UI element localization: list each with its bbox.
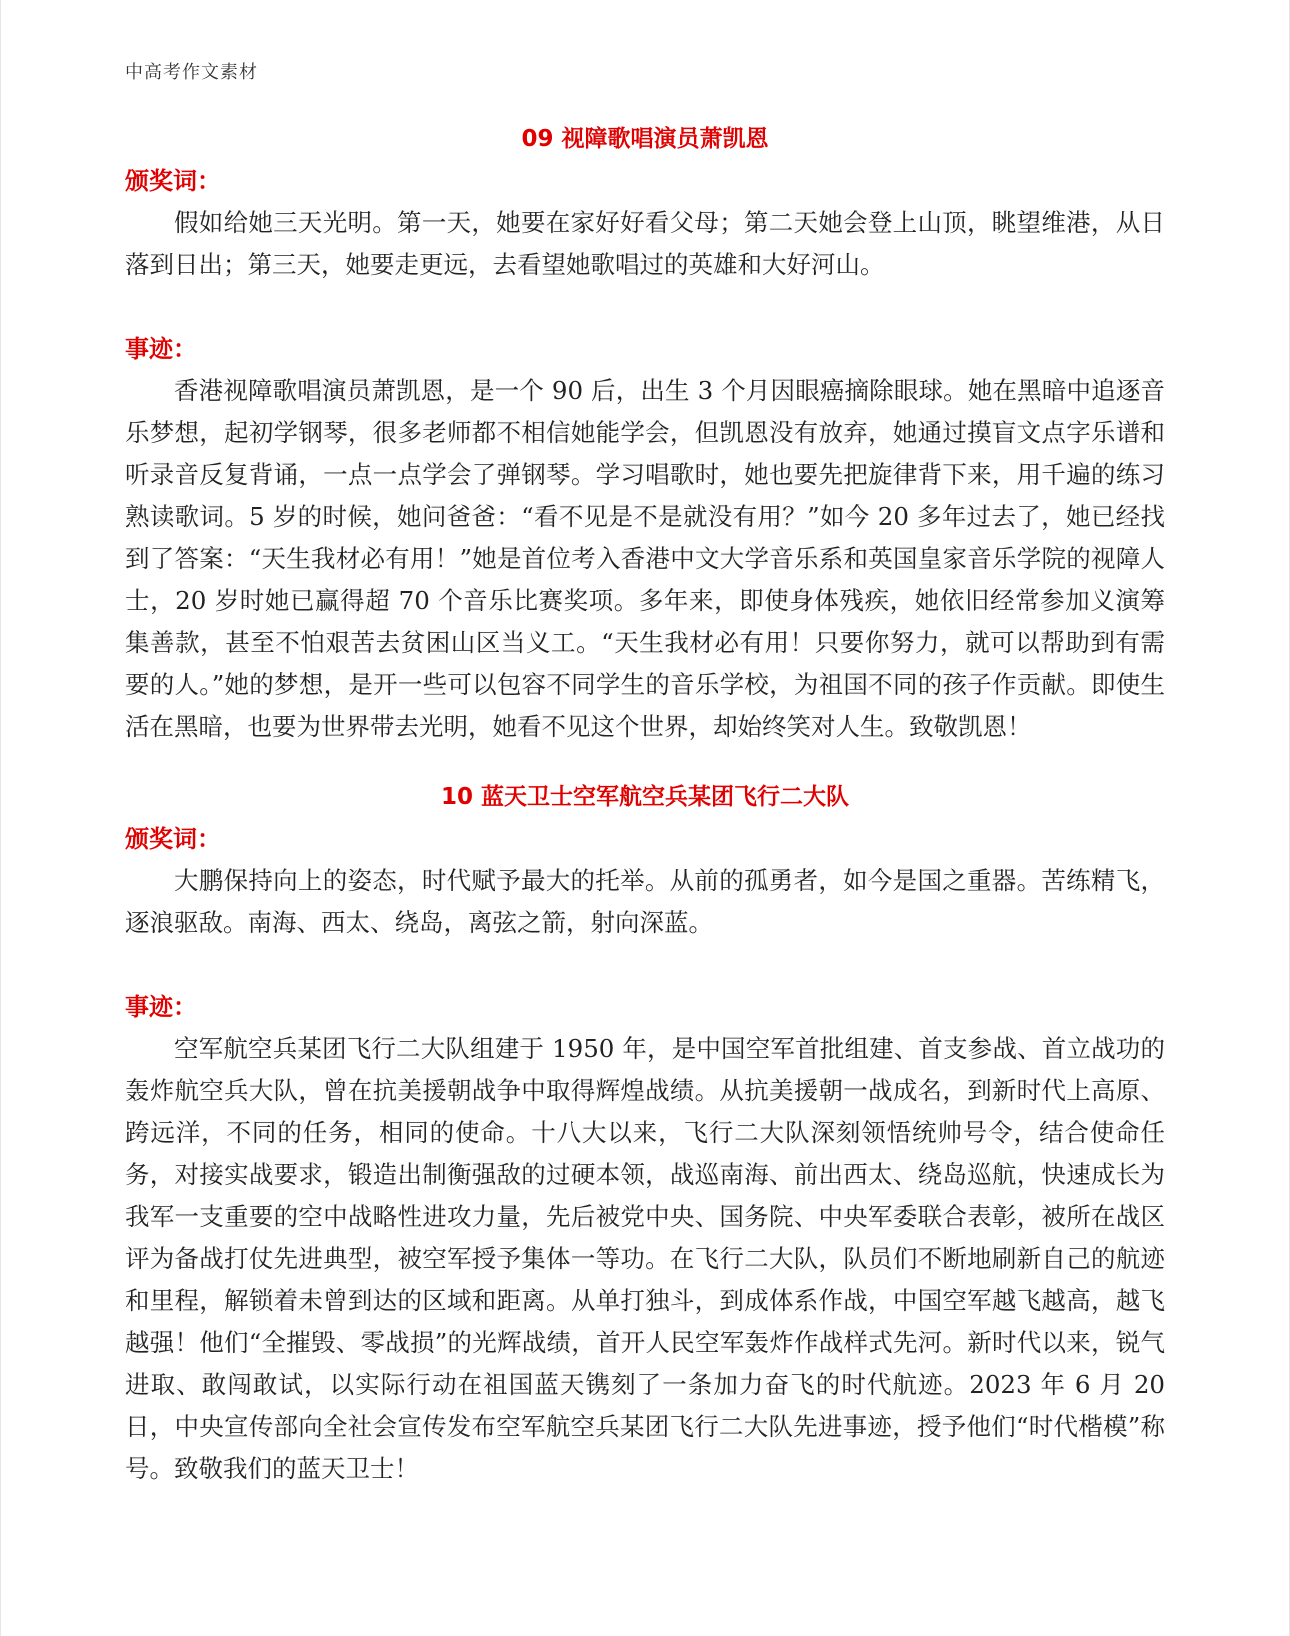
award-label: 颁奖词： [125,166,221,195]
award-text: 大鹏保持向上的姿态，时代赋予最大的托举。从前的孤勇者，如今是国之重器。苦练精飞，逐浪驱敌。南海、西太、绕岛，离弦之箭，射向深蓝。 [125,866,1165,937]
section-title: 09 视障歌唱演员萧凯恩 [521,126,769,152]
deeds-label: 事迹： [125,334,197,363]
section-flight-squadron [125,776,1165,1490]
page-header: 中高考作文素材 [125,62,258,83]
spacer [125,748,1165,776]
deeds-label: 事迹： [125,992,197,1021]
section-xiao-kaien [125,118,1165,748]
award-text: 假如给她三天光明。第一天，她要在家好好看父母；第二天她会登上山顶，眺望维港，从日落到日出；第三天，她要走更远，去看望她歌唱过的英雄和大好河山。 [125,208,1165,279]
award-label: 颁奖词： [125,824,221,853]
spacer [125,286,1165,328]
section-title: 10 蓝天卫士空军航空兵某团飞行二大队 [440,784,849,810]
spacer [125,944,1165,986]
document-content [125,118,1165,1490]
deeds-text: 空军航空兵某团飞行二大队组建于 1950 年，是中国空军首批组建、首支参战、首立战功的轰炸航空兵大队，曾在抗美援朝战争中取得辉煌战绩。从抗美援朝一战成名，到新时代上高原、跨远洋，不同的任务，相同的使命。十八大以来，飞行二大队深刻领悟统帅号令，结合使命任务，对接实战要求，锻造出制衡强敌的过硬本领，战巡南海、前出西太、绕岛巡航，快速成长为我军一支重要的空中战略性进攻力量，先后被党中央、国务院、中央军委联合表彰，被所在战区评为备战打仗先进典型，被空军授予集体一等功。在飞行二大队，队员们不断地刷新自己的航迹和里程，解锁着未曾到达的区域和距离。从单打独斗，到成体系作战，中国空军越飞越高，越飞越强！他们“全摧毁、零战损”的光辉战绩，首开人民空军轰炸作战样式先河。新时代以来，锐气进取、敢闯敢试，以实际行动在祖国蓝天镌刻了一条加力奋飞的时代航迹。2023 年 6 月 20 日，中央宣传部向全社会宣传发布空军航空兵某团飞行二大队先进事迹，授予他们“时代楷模”称号。致敬我们的蓝天卫士！ [125,1034,1165,1483]
deeds-text: 香港视障歌唱演员萧凯恩，是一个 90 后，出生 3 个月因眼癌摘除眼球。她在黑暗中追逐音乐梦想，起初学钢琴，很多老师都不相信她能学会，但凯恩没有放弃，她通过摸盲文点字乐谱和听录音反复背诵，一点一点学会了弹钢琴。学习唱歌时，她也要先把旋律背下来，用千遍的练习熟读歌词。5 岁的时候，她问爸爸：“看不见是不是就没有用？”如今 20 多年过去了，她已经找到了答案：“天生我材必有用！”她是首位考入香港中文大学音乐系和英国皇家音乐学院的视障人士，20 岁时她已赢得超 70 个音乐比赛奖项。多年来，即使身体残疾，她依旧经常参加义演筹集善款，甚至不怕艰苦去贫困山区当义工。“天生我材必有用！只要你努力，就可以帮助到有需要的人。”她的梦想，是开一些可以包容不同学生的音乐学校，为祖国不同的孩子作贡献。即使生活在黑暗，也要为世界带去光明，她看不见这个世界，却始终笑对人生。致敬凯恩！ [125,376,1165,741]
